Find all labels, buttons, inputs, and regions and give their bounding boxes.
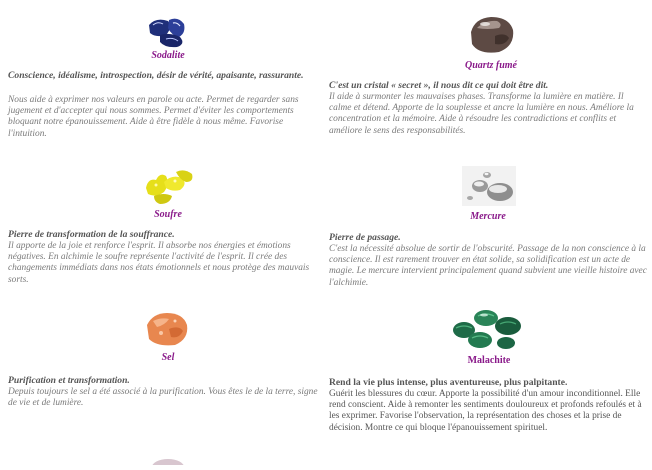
stone-text-quartz-fume: Il aide à surmonter les mauvaises phases. Transforme la lumière en matière. Il calme et détend. Apporte de la souplesse et ancre la lumière en nous. Améliore la concentration et la mémoire. Aide à résoudre les contradictions et conflits et améliore le sens des responsabilités. <box>329 92 634 136</box>
stone-text-soufre: Il apporte de la joie et renforce l'esprit. Il absorbe nos énergies et émotions négatives. En alchimie le soufre représente l'activité de l'esprit. Il crée des changements immédiats dans nos états émotionnels et nous protège des mauvais sorts. <box>8 241 310 285</box>
stone-name-soufre: Soufre <box>154 209 182 220</box>
salt-crystal-icon <box>143 309 191 349</box>
stone-heading-sel: Purification et transformation. <box>8 375 130 386</box>
stone-name-malachite: Malachite <box>467 355 511 366</box>
stone-text-sel: Depuis toujours le sel a été associé à la purification. Vous êtes le de la terre, signe de vie et de lumière. <box>8 387 318 409</box>
stone-heading-sodalite: Conscience, idéalisme, introspection, désir de vérité, apaisante, rassurante. <box>8 70 304 81</box>
stone-name-sodalite: Sodalite <box>151 50 185 61</box>
sodalite-stone-icon <box>146 15 191 49</box>
stone-heading-malachite: Rend la vie plus intense, plus aventureuse, plus palpitante. <box>329 377 568 388</box>
stone-heading-mercure: Pierre de passage. <box>329 232 401 243</box>
stone-name-sel: Sel <box>161 352 175 363</box>
stone-text-mercure: C'est la nécessité absolue de sortir de l'obscurité. Passage de la non conscience à la conscience. Il est rarement trouver en état solide, sa solidification est un acte de magie. Le mercure intervient principalement quand subvient une vieille histoire avec l'alchimie. <box>329 244 647 288</box>
next-stone-partial-icon <box>150 452 186 459</box>
stone-heading-soufre: Pierre de transformation de la souffrance. <box>8 229 175 240</box>
mercury-drops-icon <box>462 166 516 206</box>
stone-text-sodalite: Nous aide à exprimer nos valeurs en parole ou acte. Permet de regarder sans jugement et d'accepter qui nous sommes. Permet d'éviter les comportements bloquant notre épanouissement. Aide à être fidèle à nous même. Favorise l'intuition. <box>8 95 299 139</box>
stone-text-malachite: Guérit les blessures du cœur. Apporte la possibilité d'un amour inconditionnel. Elle rend conscient. Aide à remonter les sentiments douloureux et profonds refoulés et à les exprimer. Favorise l'observation, la représentation des choses et la prise de décision. Montre ce qui bloque l'épanouissement spirituel. <box>329 389 642 433</box>
sulfur-stone-icon <box>142 168 196 206</box>
smoky-quartz-stone-icon <box>465 14 517 56</box>
stone-heading-quartz-fume: C'est un cristal « secret », il nous dit ce qui doit être dit. <box>329 80 549 91</box>
stone-name-mercure: Mercure <box>470 211 506 222</box>
stone-name-quartz-fume: Quartz fumé <box>465 60 517 71</box>
malachite-stones-icon <box>450 306 524 350</box>
